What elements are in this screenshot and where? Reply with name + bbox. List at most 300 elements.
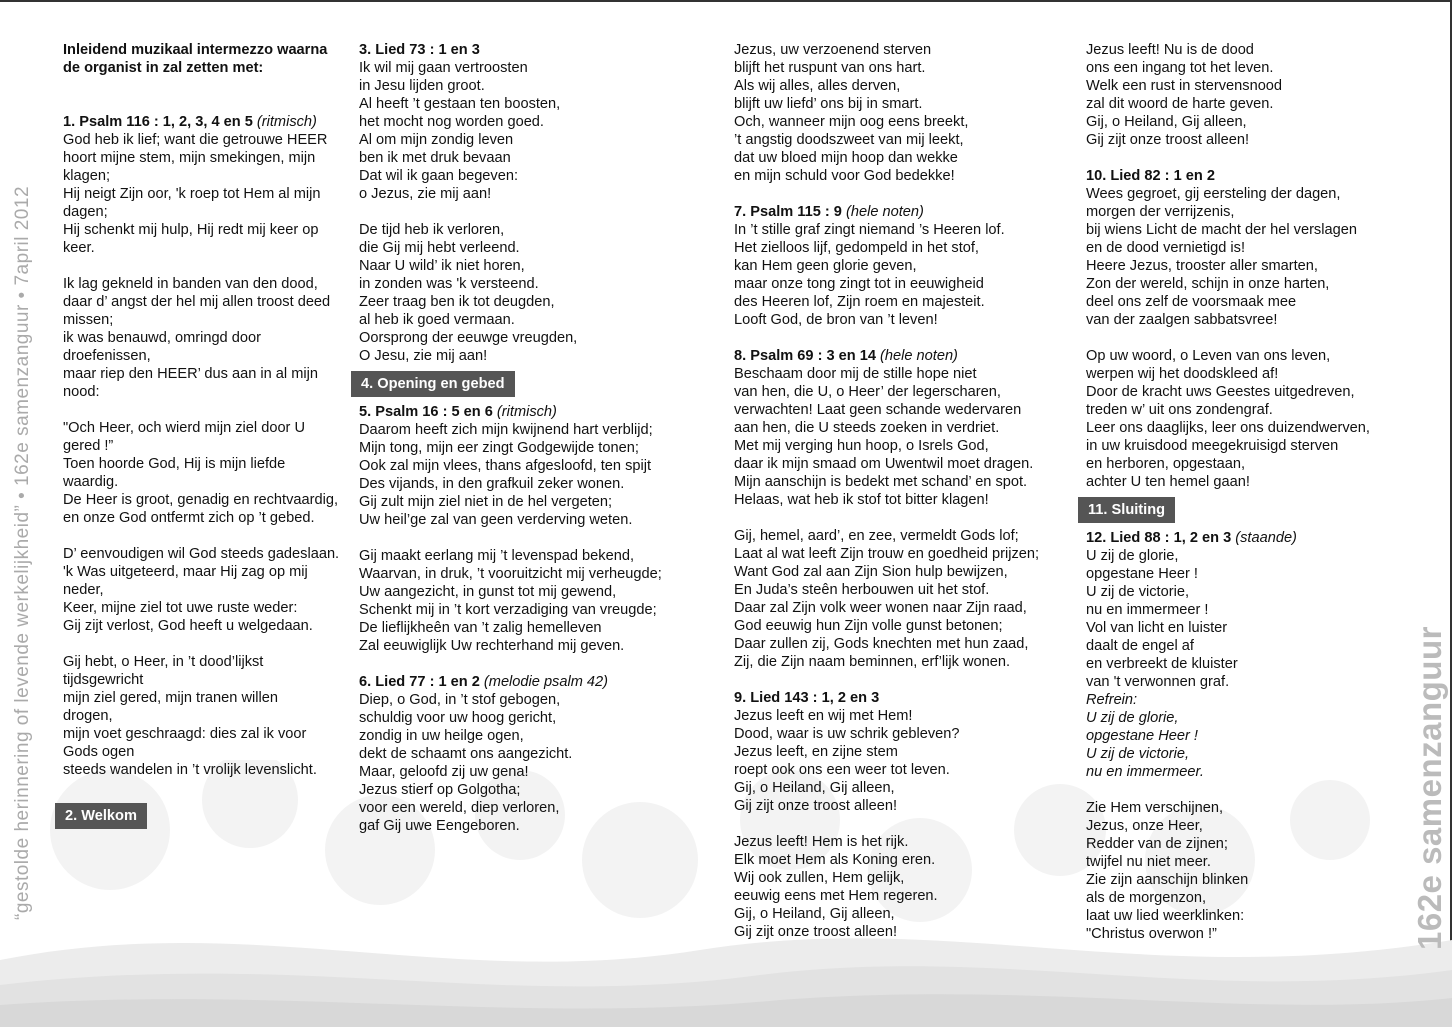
text-line: [734, 95, 1074, 113]
line-text: Jezus leeft! Nu is de dood: [1086, 42, 1254, 58]
spacer: [734, 329, 1074, 347]
text-line: [63, 365, 353, 383]
line-text: en mijn schuld voor God bedekke!: [734, 168, 955, 184]
line-text: Wees gegroet, gij eersteling der dagen,: [1086, 186, 1341, 202]
line-text: nood:: [63, 384, 100, 400]
text-line: [359, 439, 714, 457]
text-line: [734, 761, 1074, 779]
text-line: [734, 923, 1074, 941]
text-line: [359, 95, 714, 113]
text-line: [63, 707, 353, 725]
line-text: De Heer is groot, genadig en rechtvaardig,: [63, 492, 339, 508]
line-text: Zon der wereld, schijn in onze harten,: [1086, 276, 1330, 292]
line-text: het mocht nog worden goed.: [359, 114, 544, 130]
line-text: Gij, hemel, aard’, en zee, vermeldt Gods lof;: [734, 528, 1019, 544]
text-line: [359, 311, 714, 329]
text-line: [734, 707, 1074, 725]
line-text: blijft uw liefd’ ons bij in smart.: [734, 96, 923, 112]
song-title: 6. Lied 77 : 1 en 2: [359, 674, 480, 690]
line-text: nu en immermeer !: [1086, 602, 1209, 618]
line-text: zondig in uw heilge ogen,: [359, 728, 524, 744]
text-line: [359, 511, 714, 529]
text-line: [1086, 583, 1396, 601]
text-line: [734, 167, 1074, 185]
line-text: Zeer traag ben ik tot deugden,: [359, 294, 555, 310]
line-text: deel ons zelf de voorsmaak mee: [1086, 294, 1297, 310]
line-text: dat uw bloed mijn hoop dan wekke: [734, 150, 958, 166]
song-title: 12. Lied 88 : 1, 2 en 3: [1086, 530, 1232, 546]
line-text: Toen hoorde God, Hij is mijn liefde: [63, 456, 286, 472]
line-text: 'k Was uitgeteerd, maar Hij zag op mij: [63, 564, 308, 580]
text-line: [359, 185, 714, 203]
spacer: [734, 185, 1074, 203]
line-text: van hen, die U, o Heer’ der legerscharen,: [734, 384, 1001, 400]
line-text: waardig.: [63, 474, 119, 490]
text-line: [734, 455, 1074, 473]
line-text: Wij ook zullen, Hem gelijk,: [734, 870, 905, 886]
text-line: [359, 149, 714, 167]
line-text: Gij, o Heiland, Gij alleen,: [734, 906, 895, 922]
text-line: [1086, 131, 1396, 149]
text-line: [734, 59, 1074, 77]
text-line: [359, 293, 714, 311]
line-text: Waarvan, in druk, ’t vooruitzicht mij verheugde;: [359, 566, 662, 582]
song-title: 3. Lied 73 : 1 en 3: [359, 42, 480, 58]
line-text: Zal eeuwiglijk Uw rechterhand mij geven.: [359, 638, 625, 654]
song-note: (staande): [1235, 530, 1297, 546]
text-line: [1086, 185, 1396, 203]
spacer: [734, 815, 1074, 833]
text-line: [63, 221, 353, 239]
line-text: roept ook ons een weer tot leven.: [734, 762, 950, 778]
text-line: [63, 653, 353, 671]
text-line: [359, 347, 714, 365]
line-text: mijn ziel gered, mijn tranen willen: [63, 690, 278, 706]
line-text: ’t angstig doodszweet van mij leekt,: [734, 132, 964, 148]
song-heading: [63, 41, 353, 59]
line-text: Met mij verging hun hoop, o Isrels God,: [734, 438, 989, 454]
line-text: ons een ingang tot het leven.: [1086, 60, 1274, 76]
song-heading: [734, 347, 1074, 365]
text-line: [1086, 347, 1396, 365]
side-caption-left-text: “gestolde herinnering of levende werkelijkheid” • 162e samenzanguur • 7april 2012: [12, 185, 33, 920]
text-line: [734, 833, 1074, 851]
line-text: Daar zullen zij, Gods knechten met hun zaad,: [734, 636, 1029, 652]
spacer: [1086, 781, 1396, 799]
line-text: U zij de victorie,: [1086, 746, 1189, 762]
text-line: [734, 599, 1074, 617]
line-text: Ik lag gekneld in banden van den dood,: [63, 276, 318, 292]
text-line: [359, 583, 714, 601]
line-text: Mijn tong, mijn eer zingt Godgewijde tonen;: [359, 440, 639, 456]
text-line: [1086, 565, 1396, 583]
text-line: [63, 185, 353, 203]
text-line: [1086, 655, 1396, 673]
line-text: Gij hebt, o Heer, in ’t dood’lijkst: [63, 654, 264, 670]
line-text: treden w’ uit ons zondengraf.: [1086, 402, 1273, 418]
text-line: [1086, 95, 1396, 113]
text-line: [63, 671, 353, 689]
text-line: [1086, 763, 1396, 781]
text-line: [1086, 203, 1396, 221]
section-header: [1078, 497, 1396, 523]
text-line: [734, 869, 1074, 887]
song-heading: [1086, 529, 1396, 547]
text-line: [734, 743, 1074, 761]
text-line: [1086, 871, 1396, 889]
line-text: Want God zal aan Zijn Sion hulp bewijzen,: [734, 564, 1008, 580]
top-border: [0, 0, 1452, 2]
line-text: als de morgenzon,: [1086, 890, 1207, 906]
line-text: morgen der verrijzenis,: [1086, 204, 1235, 220]
section-label: 2. Welkom: [55, 803, 147, 829]
text-line: [359, 421, 714, 439]
text-line: [359, 113, 714, 131]
text-line: [734, 311, 1074, 329]
line-text: Heere Jezus, trooster aller smarten,: [1086, 258, 1318, 274]
line-text: daar ik mijn smaad om Uwentwil moet dragen.: [734, 456, 1034, 472]
line-text: Als wij alles, alles derven,: [734, 78, 901, 94]
line-text: Al heeft ’t gestaan ten boosten,: [359, 96, 561, 112]
line-text: U zij de victorie,: [1086, 584, 1189, 600]
line-text: blijft het ruspunt van ons hart.: [734, 60, 926, 76]
song-heading: [1086, 167, 1396, 185]
text-line: [734, 77, 1074, 95]
line-text: Jezus leeft en wij met Hem!: [734, 708, 913, 724]
line-text: o Jezus, zie mij aan!: [359, 186, 492, 202]
text-line: [63, 455, 353, 473]
text-line: [63, 437, 353, 455]
line-text: Door de kracht uws Geestes uitgedreven,: [1086, 384, 1355, 400]
text-line: [63, 239, 353, 257]
text-line: [734, 419, 1074, 437]
spacer: [63, 401, 353, 419]
spacer: [63, 779, 353, 797]
text-line: [1086, 835, 1396, 853]
text-line: [359, 763, 714, 781]
line-text: Hij schenkt mij hulp, Hij redt mij keer op: [63, 222, 319, 238]
line-text: werpen wij het doodskleed af!: [1086, 366, 1279, 382]
line-text: zal dit woord de harte geven.: [1086, 96, 1274, 112]
line-text: Ook zal mijn vlees, thans afgesloofd, ten spijt: [359, 458, 652, 474]
line-text: Gij maakt eerlang mij ’t levenspad bekend,: [359, 548, 634, 564]
spacer: [63, 635, 353, 653]
line-text: drogen,: [63, 708, 113, 724]
line-text: Jezus, uw verzoenend sterven: [734, 42, 932, 58]
line-text: Gij zijt onze troost alleen!: [734, 924, 898, 940]
line-text: Jezus leeft! Hem is het rijk.: [734, 834, 909, 850]
text-line: [1086, 365, 1396, 383]
line-text: ik was benauwd, omringd door: [63, 330, 261, 346]
line-text: en de dood vernietigd is!: [1086, 240, 1246, 256]
spacer: [63, 77, 353, 95]
song-title: 8. Psalm 69 : 3 en 14: [734, 348, 876, 364]
text-line: [734, 725, 1074, 743]
song-heading: [734, 689, 1074, 707]
text-line: [734, 527, 1074, 545]
song-title: 7. Psalm 115 : 9: [734, 204, 842, 220]
song-title: Inleidend muzikaal intermezzo waarna: [63, 42, 328, 58]
text-line: [1086, 907, 1396, 925]
text-line: [63, 275, 353, 293]
line-text: opgestane Heer !: [1086, 728, 1198, 744]
line-text: Jezus, onze Heer,: [1086, 818, 1203, 834]
text-line: [359, 817, 714, 835]
text-line: [359, 257, 714, 275]
text-line: [63, 131, 353, 149]
line-text: nu en immermeer.: [1086, 764, 1204, 780]
section-header: [351, 371, 714, 397]
line-text: Gij, o Heiland, Gij alleen,: [1086, 114, 1247, 130]
line-text: voor een wereld, diep verloren,: [359, 800, 560, 816]
text-line: [63, 203, 353, 221]
line-text: O Jesu, zie mij aan!: [359, 348, 488, 364]
line-text: Och, wanneer mijn oog eens breekt,: [734, 114, 969, 130]
text-line: [63, 473, 353, 491]
line-text: des Heeren lof, Zijn roem en majesteit.: [734, 294, 985, 310]
spacer: [63, 527, 353, 545]
line-text: Ik wil mij gaan vertroosten: [359, 60, 528, 76]
line-text: Laat al wat leeft Zijn trouw en goedheid prijzen;: [734, 546, 1040, 562]
song-heading: [734, 203, 1074, 221]
text-line: [1086, 455, 1396, 473]
text-line: [1086, 691, 1396, 709]
text-line: [359, 131, 714, 149]
text-line: [734, 617, 1074, 635]
line-text: die Gij mij hebt verleend.: [359, 240, 520, 256]
text-line: [359, 709, 714, 727]
text-line: [734, 887, 1074, 905]
line-text: Daarom heeft zich mijn kwijnend hart verblijd;: [359, 422, 653, 438]
text-line: [734, 545, 1074, 563]
text-line: [1086, 727, 1396, 745]
text-line: [1086, 799, 1396, 817]
line-text: twijfel nu niet meer.: [1086, 854, 1211, 870]
line-text: opgestane Heer !: [1086, 566, 1198, 582]
line-text: Gij zult mijn ziel niet in de hel vergeten;: [359, 494, 613, 510]
line-text: Helaas, wat heb ik stof tot bitter klagen!: [734, 492, 989, 508]
line-text: Gods ogen: [63, 744, 135, 760]
spacer: [734, 509, 1074, 527]
column-1: [63, 41, 353, 835]
text-line: [359, 59, 714, 77]
text-line: [734, 653, 1074, 671]
text-line: [734, 275, 1074, 293]
text-line: [734, 473, 1074, 491]
text-line: [63, 167, 353, 185]
text-line: [734, 131, 1074, 149]
text-line: [1086, 601, 1396, 619]
line-text: in zonden was 'k versteend.: [359, 276, 539, 292]
text-line: [63, 689, 353, 707]
text-line: [63, 383, 353, 401]
line-text: En Juda’s steên herbouwen uit het stof.: [734, 582, 990, 598]
text-line: [359, 601, 714, 619]
text-line: [63, 311, 353, 329]
line-text: maar onze tong zingt tot in eeuwigheid: [734, 276, 984, 292]
line-text: klagen;: [63, 168, 111, 184]
line-text: Daar zal Zijn volk weer wonen naar Zijn raad,: [734, 600, 1027, 616]
line-text: van 't verwonnen graf.: [1086, 674, 1230, 690]
line-text: Dat wil ik gaan begeven:: [359, 168, 519, 184]
line-text: Uw aangezicht, in gunst tot mij gewend,: [359, 584, 617, 600]
line-text: Hij neigt Zijn oor, 'k roep tot Hem al mijn: [63, 186, 321, 202]
line-text: "Och Heer, och wierd mijn ziel door U: [63, 420, 306, 436]
text-line: [359, 475, 714, 493]
line-text: Welk een rust in stervensnood: [1086, 78, 1283, 94]
line-text: Oorsprong der eeuwge vreugden,: [359, 330, 578, 346]
line-text: hoort mijne stem, mijn smekingen, mijn: [63, 150, 316, 166]
text-line: [1086, 311, 1396, 329]
line-text: missen;: [63, 312, 114, 328]
text-line: [359, 493, 714, 511]
text-line: [359, 565, 714, 583]
line-text: Vol van licht en luister: [1086, 620, 1228, 636]
line-text: Uw heil’ge zal van geen verderving weten.: [359, 512, 633, 528]
song-title: de organist in zal zetten met:: [63, 60, 264, 76]
line-text: dagen;: [63, 204, 108, 220]
line-text: Gij zijt onze troost alleen!: [734, 798, 898, 814]
text-line: [734, 581, 1074, 599]
text-line: [734, 779, 1074, 797]
text-line: [1086, 401, 1396, 419]
line-text: Looft God, de bron van ’t leven!: [734, 312, 938, 328]
song-note: (ritmisch): [256, 114, 317, 130]
line-text: achter U ten hemel gaan!: [1086, 474, 1250, 490]
text-line: [1086, 275, 1396, 293]
line-text: Elk moet Hem als Koning eren.: [734, 852, 936, 868]
text-line: [1086, 59, 1396, 77]
line-text: aan hen, die U steeds zoeken in verdriet.: [734, 420, 1000, 436]
text-line: [359, 799, 714, 817]
text-line: [63, 581, 353, 599]
line-text: Des vijands, in den grafkuil zeker wonen.: [359, 476, 625, 492]
line-text: eeuwig eens met Hem regeren.: [734, 888, 938, 904]
line-text: ben ik met druk bevaan: [359, 150, 511, 166]
line-text: Refrein:: [1086, 692, 1138, 708]
line-text: van der zaalgen sabbatsvree!: [1086, 312, 1278, 328]
text-line: [734, 221, 1074, 239]
text-line: [1086, 619, 1396, 637]
spacer: [1086, 329, 1396, 347]
spacer: [359, 529, 714, 547]
text-line: [734, 491, 1074, 509]
line-text: tijdsgewricht: [63, 672, 144, 688]
line-text: De tijd heb ik verloren,: [359, 222, 505, 238]
text-line: [359, 275, 714, 293]
line-text: bij wiens Licht de macht der hel verslagen: [1086, 222, 1357, 238]
song-title: 10. Lied 82 : 1 en 2: [1086, 168, 1215, 184]
line-text: D’ eenvoudigen wil God steeds gadeslaan.: [63, 546, 340, 562]
text-line: [63, 545, 353, 563]
text-line: [1086, 709, 1396, 727]
line-text: In ’t stille graf zingt niemand ’s Heeren lof.: [734, 222, 1005, 238]
line-text: gered !”: [63, 438, 114, 454]
text-line: [1086, 113, 1396, 131]
line-text: Naar U wild’ ik niet horen,: [359, 258, 525, 274]
line-text: mijn voet geschraagd: dies zal ik voor: [63, 726, 307, 742]
line-text: Redder van de zijnen;: [1086, 836, 1228, 852]
text-line: [734, 635, 1074, 653]
line-text: gaf Gij uwe Eengeboren.: [359, 818, 520, 834]
text-line: [1086, 257, 1396, 275]
text-line: [1086, 41, 1396, 59]
text-line: [63, 761, 353, 779]
song-heading: [63, 59, 353, 77]
song-heading: [359, 673, 714, 691]
text-line: [359, 239, 714, 257]
text-line: [1086, 239, 1396, 257]
song-note: (hele noten): [880, 348, 958, 364]
line-text: en herboren, opgestaan,: [1086, 456, 1246, 472]
text-line: [63, 419, 353, 437]
line-text: dekt de schaamt ons aangezicht.: [359, 746, 573, 762]
spacer: [1086, 149, 1396, 167]
section-label: 4. Opening en gebed: [351, 371, 515, 397]
line-text: in uw kruisdood meegekruisigd sterven: [1086, 438, 1339, 454]
line-text: Leer ons daaglijks, leer ons duizendwerven,: [1086, 420, 1370, 436]
text-line: [734, 437, 1074, 455]
text-line: [359, 637, 714, 655]
text-line: [734, 797, 1074, 815]
song-heading: [63, 113, 353, 131]
text-line: [63, 725, 353, 743]
line-text: Zij, die Zijn naam beminnen, erf’lijk wonen.: [734, 654, 1011, 670]
line-text: steeds wandelen in ’t vrolijk levenslicht.: [63, 762, 317, 778]
text-line: [359, 619, 714, 637]
line-text: Schenkt mij in ’t kort verzadiging van vreugde;: [359, 602, 657, 618]
song-title: 9. Lied 143 : 1, 2 en 3: [734, 690, 880, 706]
line-text: Het zielloos lijf, gedompeld in het stof,: [734, 240, 979, 256]
text-line: [1086, 673, 1396, 691]
text-line: [63, 347, 353, 365]
text-line: [63, 509, 353, 527]
side-caption-right-text: 162e samenzanguur: [1411, 626, 1448, 950]
line-text: Beschaam door mij de stille hope niet: [734, 366, 977, 382]
text-line: [1086, 221, 1396, 239]
text-line: [734, 293, 1074, 311]
text-line: [63, 329, 353, 347]
text-line: [359, 77, 714, 95]
line-text: Al om mijn zondig leven: [359, 132, 514, 148]
text-line: [63, 149, 353, 167]
spacer: [359, 655, 714, 673]
text-line: [1086, 817, 1396, 835]
text-line: [734, 401, 1074, 419]
line-text: Gij, o Heiland, Gij alleen,: [734, 780, 895, 796]
section-header: [55, 803, 353, 829]
line-text: en verbreekt de kluister: [1086, 656, 1238, 672]
text-line: [1086, 925, 1396, 943]
text-line: [63, 491, 353, 509]
line-text: schuldig voor uw hoog gericht,: [359, 710, 557, 726]
line-text: "Christus overwon !”: [1086, 926, 1217, 942]
text-line: [1086, 383, 1396, 401]
line-text: Jezus leeft, en zijne stem: [734, 744, 898, 760]
line-text: maar riep den HEER’ dus aan in al mijn: [63, 366, 318, 382]
line-text: verwachten! Laat geen schande wedervaren: [734, 402, 1022, 418]
line-text: daar d’ angst der hel mij allen troost deed: [63, 294, 331, 310]
section-label: 11. Sluiting: [1078, 497, 1175, 523]
text-line: [359, 691, 714, 709]
song-heading: [359, 41, 714, 59]
song-note: (ritmisch): [496, 404, 557, 420]
text-line: [63, 599, 353, 617]
text-line: [1086, 437, 1396, 455]
line-text: Mijn aanschijn is bedekt met schand’ en spot.: [734, 474, 1028, 490]
text-line: [1086, 77, 1396, 95]
spacer: [63, 257, 353, 275]
